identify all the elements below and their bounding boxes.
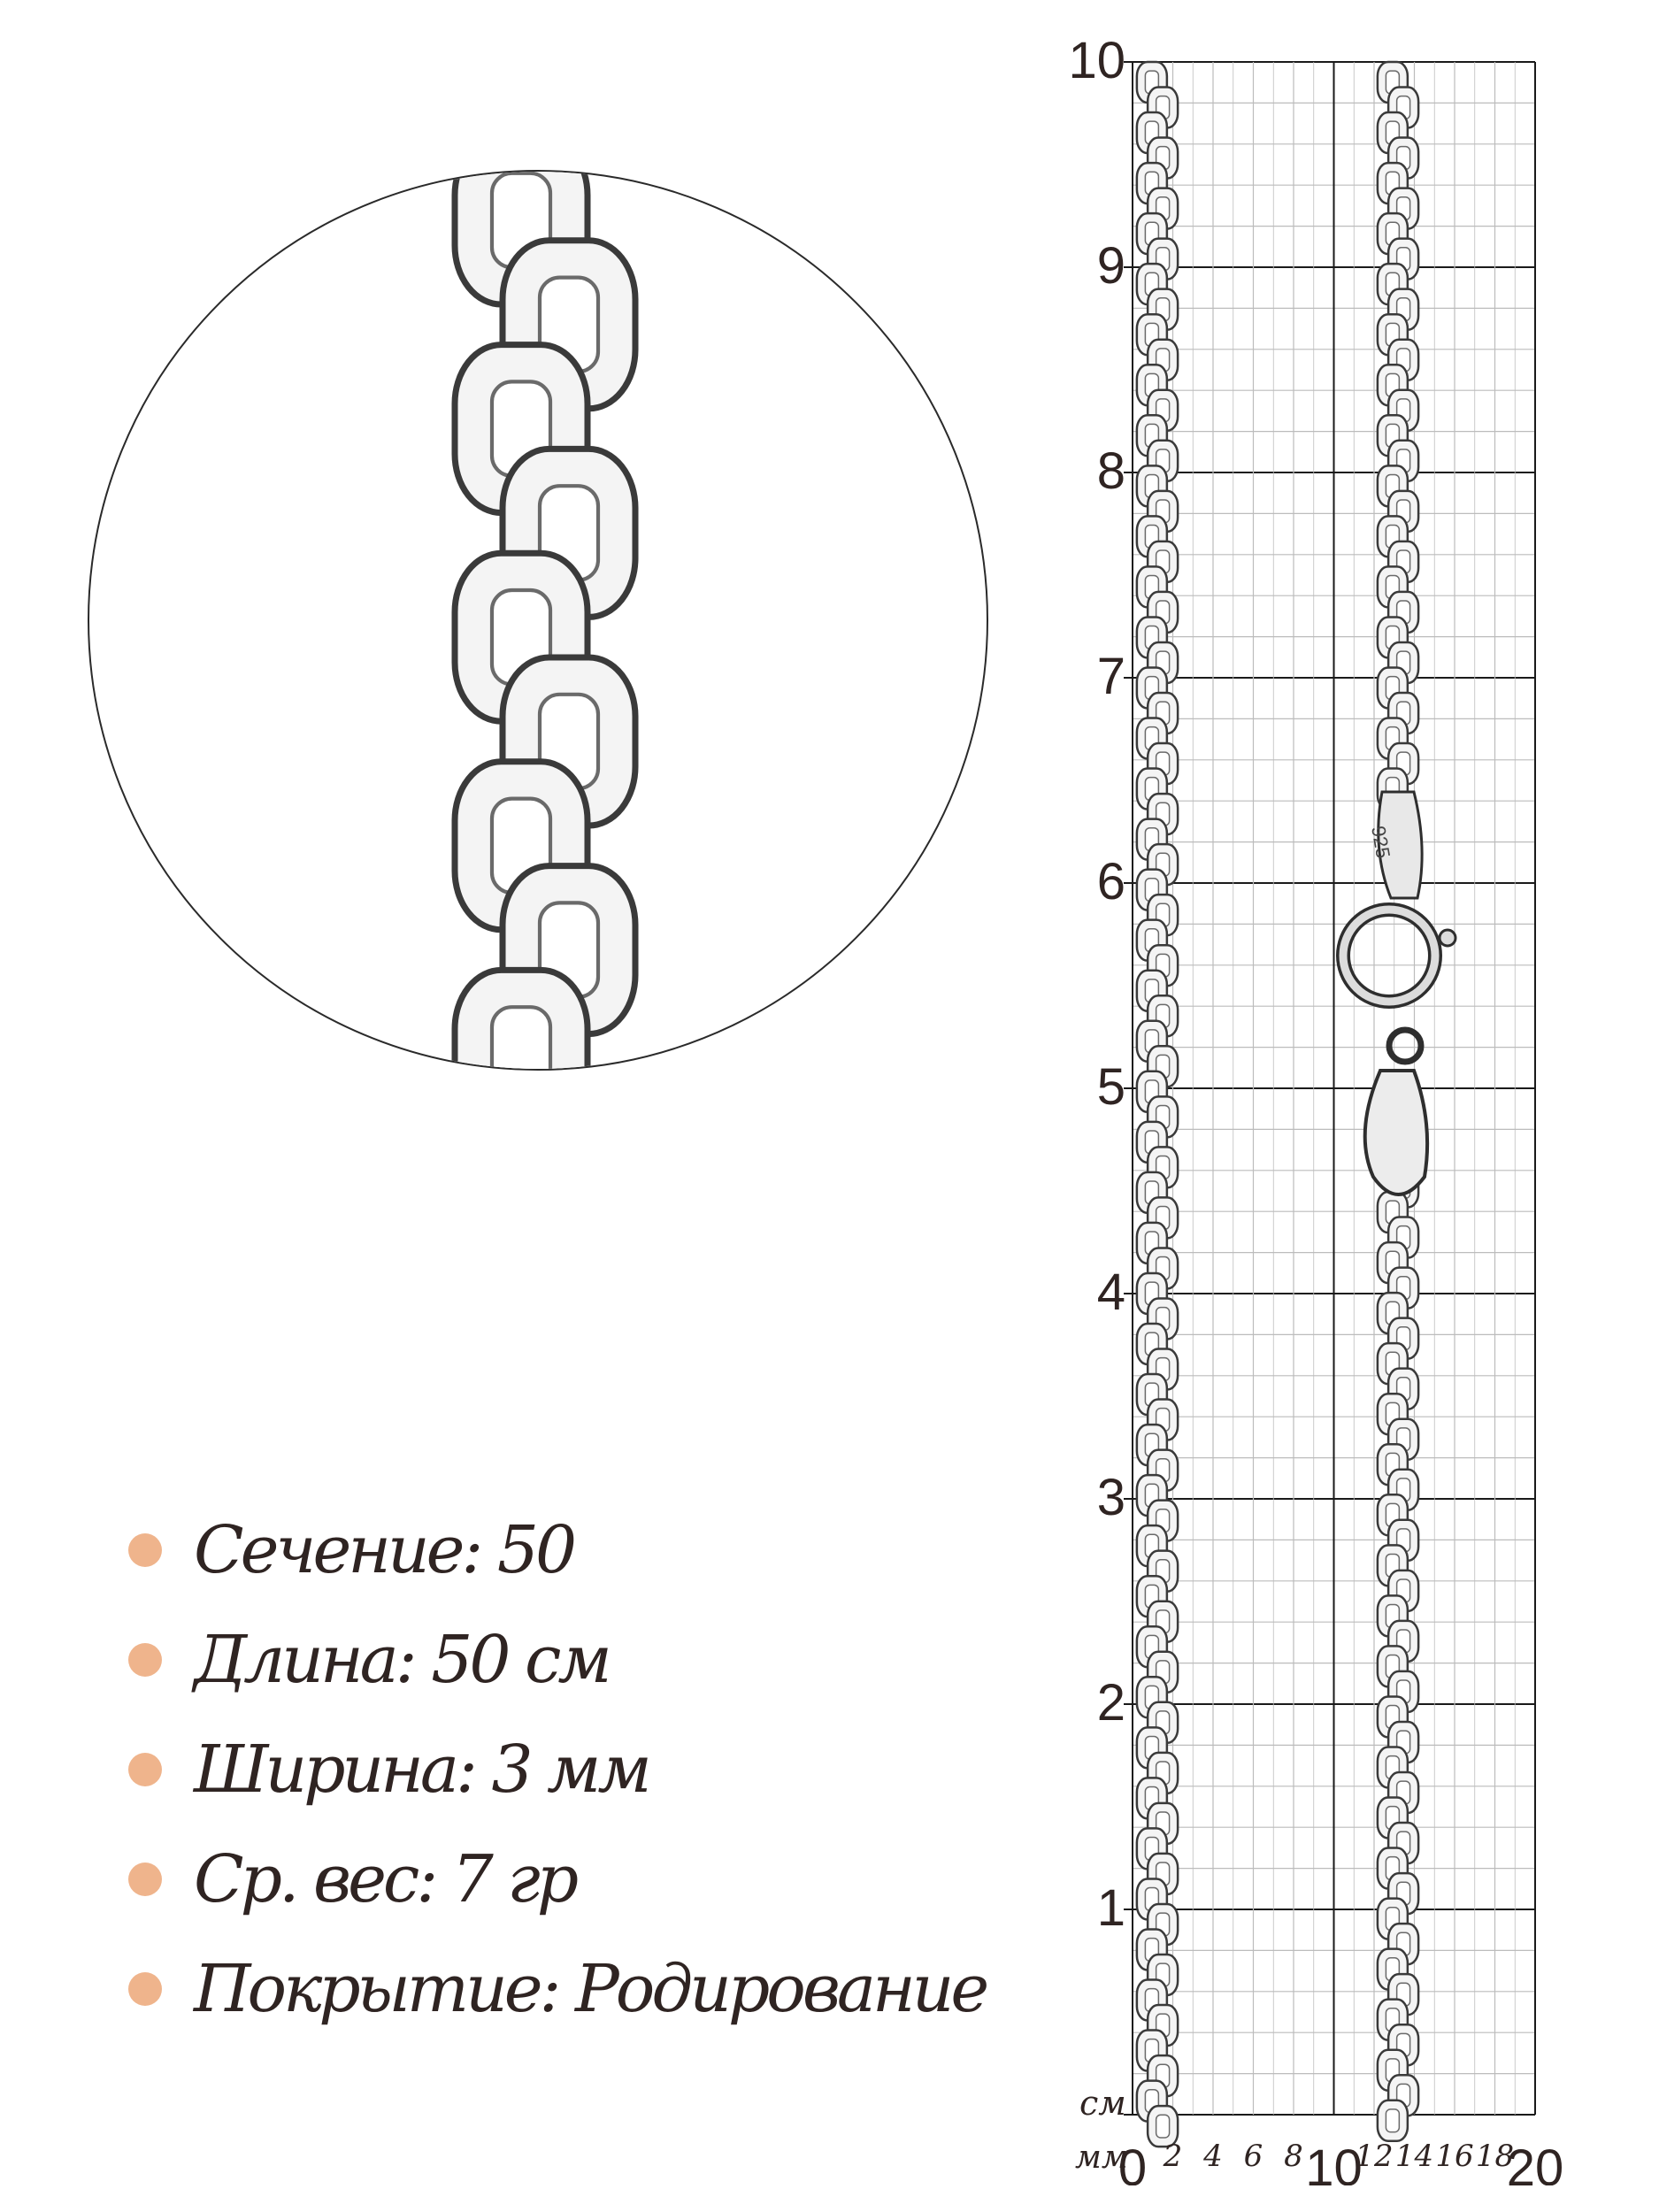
spec-item-coating <box>128 1934 1013 2044</box>
mm-label: 14 <box>1394 2139 1434 2174</box>
mm-unit-label: мм <box>1075 2139 1128 2176</box>
bullet-icon <box>128 1972 162 2006</box>
cm-label: 8 <box>1096 442 1125 500</box>
chain-link-inner <box>1156 2115 1170 2138</box>
cm-label: 9 <box>1096 237 1125 295</box>
lobster-clasp <box>1365 1071 1427 1194</box>
spring-ring-knob <box>1440 930 1455 946</box>
mm-label: 6 <box>1243 2139 1263 2174</box>
cm-label: 5 <box>1096 1058 1125 1116</box>
cm-label: 1 <box>1096 1879 1125 1937</box>
ruler-grid <box>1018 27 1584 2185</box>
spec-text: Ширина: 3 мм <box>194 1732 649 1808</box>
cm-label: 6 <box>1096 853 1125 910</box>
spec-item-weight <box>128 1824 1013 1934</box>
cm-unit-label: см <box>1079 2084 1126 2123</box>
cm-label: 3 <box>1096 1469 1125 1526</box>
zoomed-chain <box>455 172 635 1069</box>
spec-text: Покрытие: Родирование <box>194 1951 987 2027</box>
spec-text: Длина: 50 см <box>194 1622 609 1698</box>
major-label: 20 <box>1506 2139 1564 2185</box>
bullet-icon <box>128 1643 162 1677</box>
major-label: 0 <box>1118 2139 1148 2185</box>
spec-text: Ср. вес: 7 гр <box>194 1841 576 1917</box>
spec-list <box>128 1495 1013 2044</box>
spec-item-length <box>128 1605 1013 1715</box>
mm-label: 2 <box>1163 2139 1183 2174</box>
mm-label: 4 <box>1203 2139 1223 2174</box>
spring-ring-highlight <box>1343 910 1435 1002</box>
cm-labels <box>1068 32 1125 1937</box>
chain-zoom-circle <box>88 170 988 1071</box>
bullet-icon <box>128 1863 162 1896</box>
measurement-ruler <box>1018 27 1584 2185</box>
chain-link-inner <box>1386 2109 1399 2132</box>
bullet-icon <box>128 1533 162 1567</box>
spec-text: Сечение: 50 <box>194 1512 574 1588</box>
grid-lines <box>1124 62 1535 2115</box>
mm-label: 12 <box>1355 2139 1394 2174</box>
cm-label: 10 <box>1068 32 1125 89</box>
cm-label: 7 <box>1096 648 1125 705</box>
bullet-icon <box>128 1753 162 1786</box>
mm-label: 8 <box>1284 2139 1303 2174</box>
clasp <box>1343 792 1455 1194</box>
mm-label: 18 <box>1475 2139 1515 2174</box>
spec-item-width <box>128 1715 1013 1824</box>
chain-left <box>1137 62 1178 2147</box>
chain-right-upper <box>1378 62 1418 810</box>
clasp-stamp: 925 <box>1367 824 1395 861</box>
spec-item-section <box>128 1495 1013 1605</box>
cm-label: 4 <box>1096 1263 1125 1321</box>
major-label: 10 <box>1305 2139 1363 2185</box>
chain-closeup-image <box>89 172 987 1069</box>
chain-link-inner <box>492 1007 550 1069</box>
mm-label: 16 <box>1435 2139 1474 2174</box>
cm-label: 2 <box>1096 1674 1125 1732</box>
